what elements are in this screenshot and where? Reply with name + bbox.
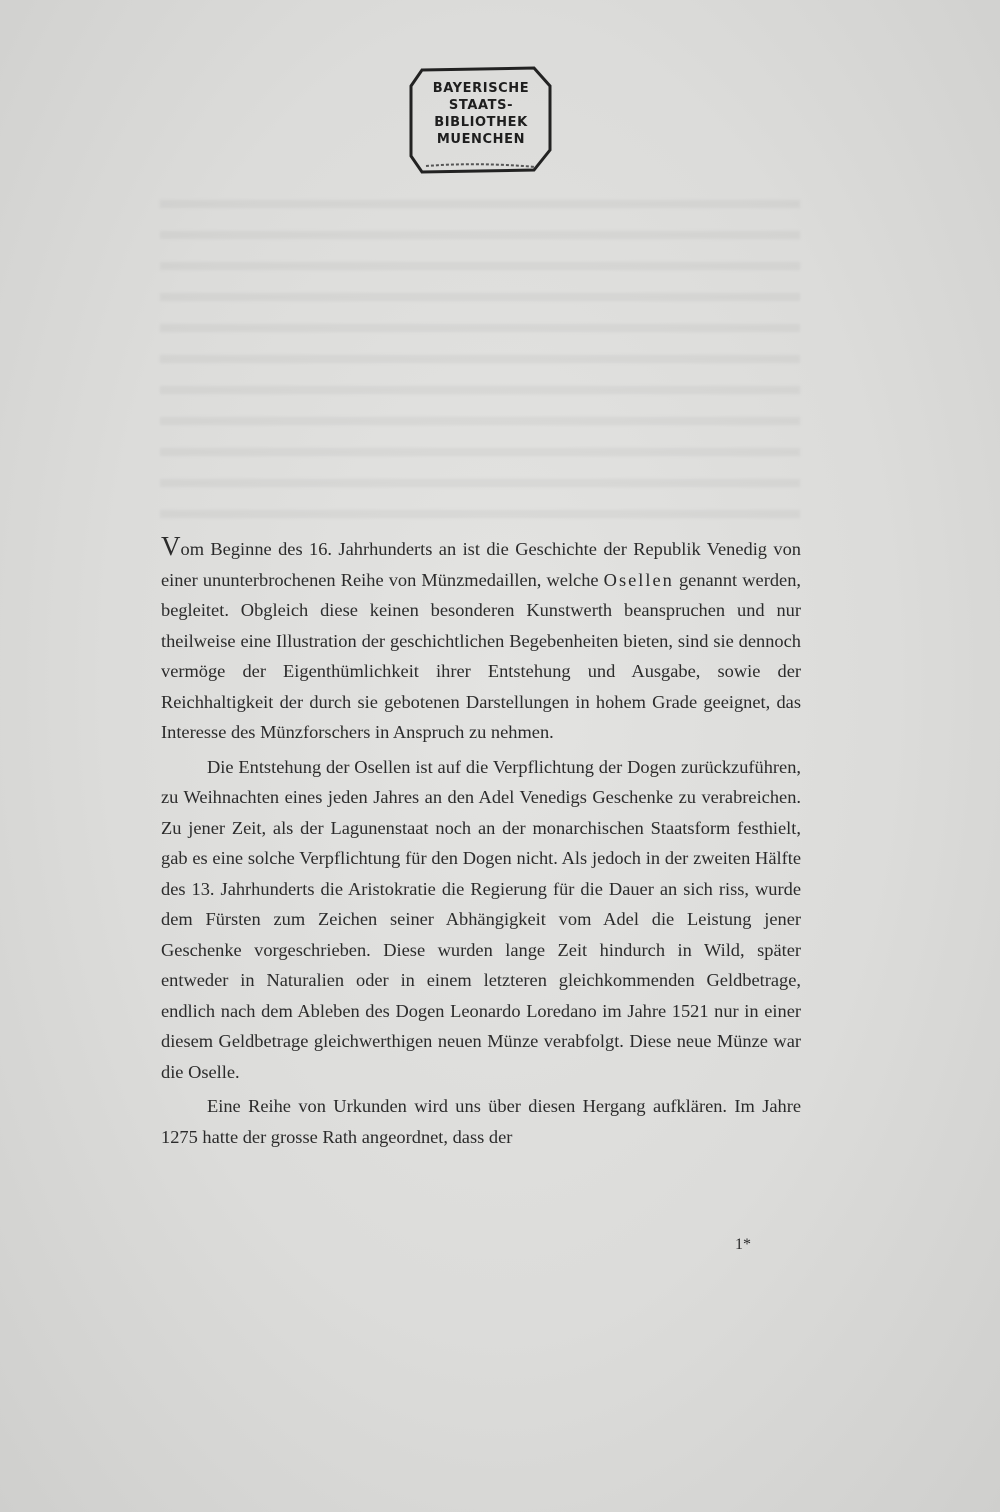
- stamp-line-3: BIBLIOTHEK: [434, 115, 528, 130]
- stamp-line-2: STAATS-: [448, 98, 514, 113]
- paragraph-1-rest: genannt werden, begleitet. Obgleich diese keinen besonderen Kunstwerth beanspruchen und nur theilweise eine Illustration der geschichtlichen Begebenheiten bieten, sind sie dennoch vermöge der Eigenthümlichkeit ihrer Entstehung und Ausgabe, sowie der Reichhaltigkeit der durch sie gebotenen Darstellungen in hohem Grade geeignet, das Interesse des Münzforschers in Anspruch zu nehmen.: [161, 569, 801, 742]
- show-through-text: [160, 200, 800, 530]
- stamp-line-4: MUENCHEN: [436, 132, 526, 147]
- stamp-line-1: BAYERISCHE: [432, 81, 530, 96]
- signature-mark: 1*: [735, 1236, 751, 1253]
- library-stamp: [408, 66, 554, 174]
- initial-letter: V: [161, 531, 181, 561]
- body-text: [161, 531, 801, 1152]
- paragraph-1: [161, 531, 801, 748]
- emphasized-term: Osellen: [603, 569, 674, 590]
- paragraph-2: Die Entstehung der Osellen ist auf die Verpflichtung der Dogen zurückzuführen, zu Weihnachten eines jeden Jahres an den Adel Venedigs Geschenke zu verabreichen. Zu jener Zeit, als der Lagunenstaat noch an der monarchischen Staatsform festhielt, gab es eine solche Verpflichtung für den Dogen nicht. Als jedoch in der zweiten Hälfte des 13. Jahrhunderts die Aristokratie die Regierung für die Dauer an sich riss, wurde dem Fürsten zum Zeichen seiner Abhängigkeit vom Adel die Leistung jener Geschenke vorgeschrieben. Diese wurden lange Zeit hindurch in Wild, später entweder in Naturalien oder in einem letzteren gleichkommenden Geldbetrage, endlich nach dem Ableben des Dogen Leonardo Loredano im Jahre 1521 nur in einer diesem Geldbetrage gleichwerthigen neuen Münze verabfolgt. Diese neue Münze war die Oselle.: [161, 756, 801, 1082]
- paragraph-3: Eine Reihe von Urkunden wird uns über diesen Hergang aufklären. Im Jahre 1275 hatte der grosse Rath angeordnet, dass der: [161, 1096, 801, 1147]
- paragraph-1-lead: om Beginne des 16. Jahrhunderts an ist die Geschichte der Republik Venedig von einer ununterbrochenen Reihe von Münzmedaillen, welche: [161, 539, 801, 590]
